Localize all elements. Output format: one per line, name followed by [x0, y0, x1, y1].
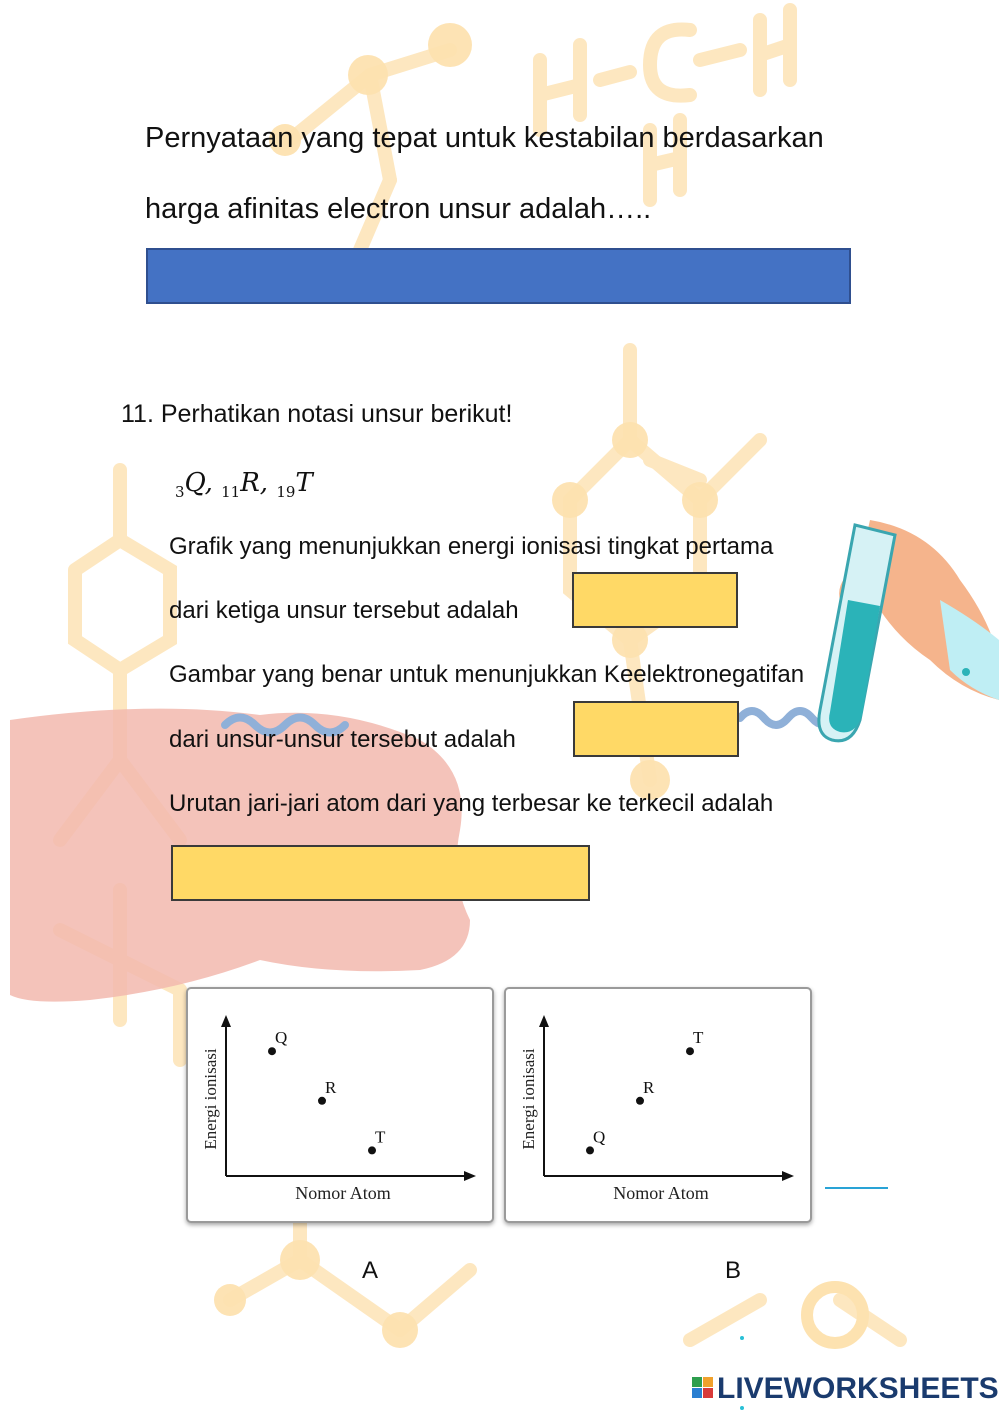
graph-b-ylabel: Energi ionisasi: [519, 1048, 538, 1150]
graph-a-point-label-t: T: [375, 1127, 386, 1147]
graph-card-b[interactable]: [504, 987, 812, 1223]
answer-box-ionization-graph[interactable]: [572, 572, 738, 628]
brand-name: LIVEWORKSHEETS: [717, 1372, 999, 1405]
graph-b-plot: [506, 989, 810, 1221]
answer-box-electronegativity[interactable]: [573, 701, 739, 757]
notation-q: Q: [184, 468, 205, 498]
notation-sep-2: ,: [259, 468, 269, 498]
graph-a-y-arrow: [221, 1015, 231, 1027]
choice-label-b: B: [725, 1257, 742, 1284]
graph-a-ylabel: Energi ionisasi: [201, 1048, 220, 1150]
notation-r: R: [240, 468, 260, 498]
question-11-line-4: dari unsur-unsur tersebut adalah: [169, 726, 516, 753]
notation-t: T: [295, 468, 313, 498]
choice-label-a: A: [362, 1257, 379, 1284]
question-11-line-1: Grafik yang menunjukkan energi ionisasi tingkat pertama: [169, 533, 774, 560]
graph-a-point-label-q: Q: [275, 1028, 288, 1048]
graph-b-point-label-r: R: [643, 1077, 655, 1097]
answer-box-atomic-radius[interactable]: [171, 845, 590, 901]
graph-a-point-t: [368, 1146, 376, 1154]
notation-r-subscript: 11: [221, 483, 241, 502]
question-11-line-3: Gambar yang benar untuk menunjukkan Keelektronegatifan: [169, 661, 805, 688]
graph-b-xlabel: Nomor Atom: [613, 1183, 709, 1203]
liveworksheets-logo-icon: [692, 1375, 714, 1401]
element-notation: [175, 468, 313, 501]
graph-a-point-q: [268, 1047, 276, 1055]
question-10-line-2: harga afinitas electron unsur adalah…..: [145, 193, 652, 225]
answer-box-question-10[interactable]: [146, 248, 851, 304]
question-11-heading: 11. Perhatikan notasi unsur berikut!: [121, 400, 513, 428]
notation-q-subscript: 3: [175, 483, 185, 502]
graph-b-point-label-q: Q: [593, 1127, 606, 1147]
graph-b-point-t: [686, 1047, 694, 1055]
notation-t-subscript: 19: [276, 483, 296, 502]
liveworksheets-logo: [692, 1372, 999, 1406]
graph-b-point-label-t: T: [693, 1028, 704, 1048]
graph-b-point-r: [636, 1097, 644, 1105]
graph-b-point-q: [586, 1146, 594, 1154]
notation-sep-1: ,: [204, 468, 213, 498]
graph-a-plot: [188, 989, 492, 1221]
graph-b-y-arrow: [539, 1015, 549, 1027]
graph-b-x-arrow: [782, 1171, 794, 1181]
graph-card-a[interactable]: [186, 987, 494, 1223]
graph-a-point-label-r: R: [325, 1077, 337, 1097]
graph-a-point-r: [318, 1097, 326, 1105]
graph-a-xlabel: Nomor Atom: [295, 1183, 391, 1203]
question-11-line-2: dari ketiga unsur tersebut adalah: [169, 597, 519, 624]
question-11-line-5: Urutan jari-jari atom dari yang terbesar ke terkecil adalah: [169, 790, 774, 817]
graph-a-x-arrow: [464, 1171, 476, 1181]
question-10-line-1: Pernyataan yang tepat untuk kestabilan berdasarkan: [145, 122, 824, 154]
